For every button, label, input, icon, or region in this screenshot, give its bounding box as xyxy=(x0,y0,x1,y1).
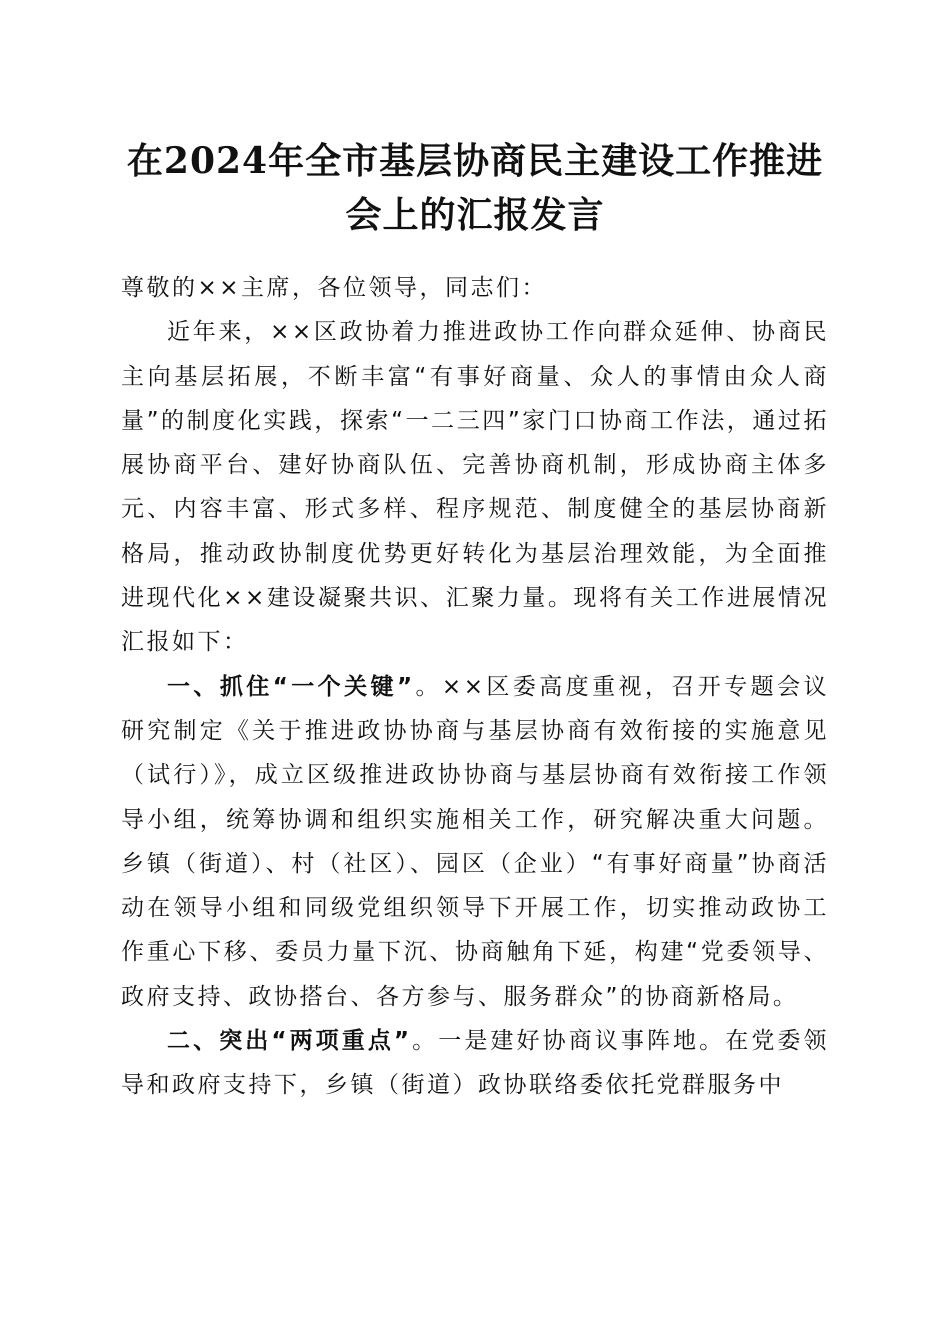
section-two-heading: 二、突出“两项重点” xyxy=(167,1028,412,1055)
paragraph-section-one xyxy=(121,665,829,1019)
paragraph-section-two xyxy=(121,1019,829,1108)
paragraph-intro-text: 近年来，××区政协着力推进政协工作向群众延伸、协商民主向基层拓展，不断丰富“有事好商量、众人的事情由众人商量”的制度化实践，探索“一二三四”家门口协商工作法，通过拓展协商平台、建好协商队伍、完善协商机制，形成协商主体多元、内容丰富、形式多样、程序规范、制度健全的基层协商新格局，推动政协制度优势更好转化为基层治理效能，为全面推进现代化××建设凝聚共识、汇聚力量。现将有关工作进展情况汇报如下： xyxy=(121,319,829,656)
paragraph-intro xyxy=(121,310,829,664)
section-two-text: 。一是建好协商议事阵地。在党委领导和政府支持下，乡镇（街道）政协联络委依托党群服务中 xyxy=(121,1028,830,1099)
document-body xyxy=(121,266,829,1108)
section-one-heading: 一、抓住“一个关键” xyxy=(167,673,415,700)
section-one-text: 。××区委高度重视，召开专题会议研究制定《关于推进政协协商与基层协商有效衔接的实施意见（试行）》，成立区级推进政协协商与基层协商有效衔接工作领导小组，统筹协调和组织实施相关工作，研究解决重大问题。乡镇（街道）、村（社区）、园区（企业）“有事好商量”协商活动在领导小组和同级党组织领导下开展工作，切实推动政协工作重心下移、委员力量下沉、协商触角下延，构建“党委领导、政府支持、政协搭台、各方参与、服务群众”的协商新格局。 xyxy=(121,673,830,1010)
document-title: 在2024年全市基层协商民主建设工作推进会上的汇报发言 xyxy=(126,140,824,236)
salutation: 尊敬的××主席，各位领导，同志们： xyxy=(121,275,548,301)
